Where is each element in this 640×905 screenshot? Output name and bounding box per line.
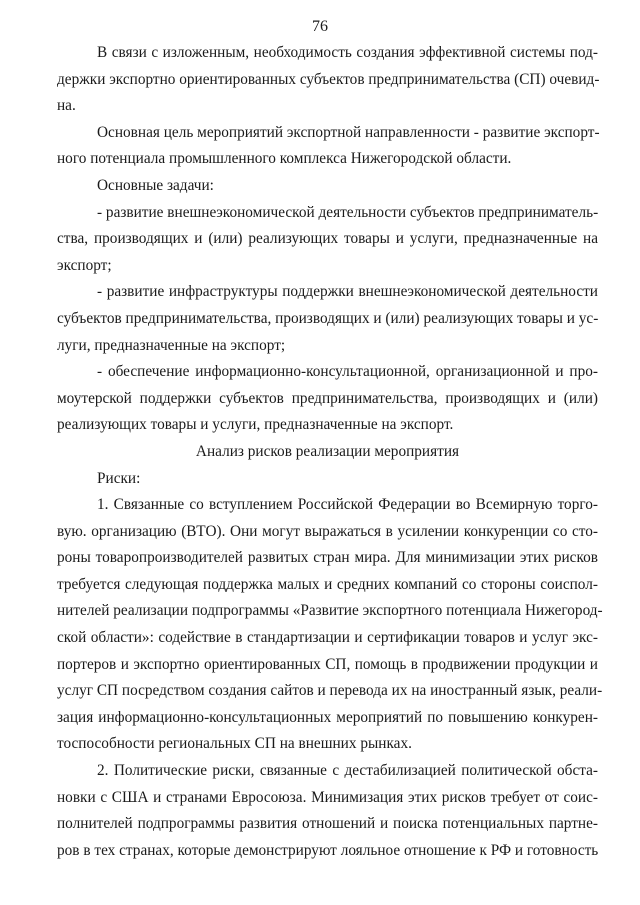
text-line: субъектов предпринимательства, производящих и (или) реализующих товары и ус-	[57, 309, 599, 327]
text-line: 1. Связанные со вступлением Российской Федерации во Всемирную торго-	[97, 496, 598, 514]
text-line: роны товаропроизводителей развитых стран мира. Для минимизации этих рисков	[57, 549, 598, 567]
text-line: Основная цель мероприятий экспортной направленности - развитие экспорт-	[97, 123, 600, 141]
text-line: требуется следующая поддержка малых и средних компаний со стороны соиспол-	[57, 575, 598, 593]
page-number: 76	[312, 18, 328, 35]
text-line: луги, предназначенные на экспорт;	[57, 336, 286, 354]
text-line: моутерской поддержки субъектов предпринимательства, производящих и (или)	[57, 389, 598, 407]
text-line: портеров и экспортно ориентированных СП, помощь в продвижении продукции и	[57, 655, 598, 673]
section-heading: Анализ рисков реализации мероприятия	[195, 442, 460, 460]
text-line: В связи с изложенным, необходимость создания эффективной системы под-	[97, 44, 598, 61]
text-line: - развитие внешнеэкономической деятельности субъектов предприниматель-	[97, 203, 599, 221]
text-line: нителей реализации подпрограммы «Развитие экспортного потенциала Нижегород-	[57, 602, 603, 620]
text-line: - развитие инфраструктуры поддержки внешнеэкономической деятельности	[97, 283, 598, 301]
text-line: 2. Политические риски, связанные с дестабилизацией политической обста-	[97, 762, 598, 780]
text-line: полнителей подпрограммы развития отношений и поиска потенциальных партне-	[57, 815, 598, 833]
text-line: - обеспечение информационно-консультационной, организационной и про-	[97, 363, 598, 381]
text-line: реализующих товары и услуги, предназначенные на экспорт.	[57, 416, 454, 434]
text-line: услуг СП посредством создания сайтов и перевода их на иностранный язык, реали-	[57, 682, 603, 700]
text-line: экспорт;	[57, 256, 112, 274]
text-line: Основные задачи:	[97, 176, 214, 194]
text-line: на.	[57, 97, 76, 115]
text-line: зация информационно-консультационных мероприятий по повышению конкурен-	[57, 708, 598, 726]
text-line: ного потенциала промышленного комплекса Нижегородской области.	[57, 150, 512, 168]
text-line: держки экспортно ориентированных субъектов предпринимательства (СП) очевид-	[57, 70, 600, 88]
text-line: тоспособности региональных СП на внешних рынках.	[57, 735, 412, 753]
text-line: ской области»: содействие в стандартизации и сертификации товаров и услуг экс-	[57, 629, 598, 647]
text-line: ров в тех странах, которые демонстрируют лояльное отношение к РФ и готовность	[57, 841, 599, 859]
text-line: вую. организацию (ВТО). Они могут выражаться в усилении конкуренции со сто-	[57, 522, 598, 540]
text-line: новки с США и странами Евросоюза. Минимизация этих рисков требует от соис-	[57, 788, 598, 806]
text-line: Риски:	[97, 469, 141, 487]
document-body	[57, 40, 603, 864]
text-line: ства, производящих и (или) реализующих товары и услуги, предназначенные на	[57, 230, 598, 248]
